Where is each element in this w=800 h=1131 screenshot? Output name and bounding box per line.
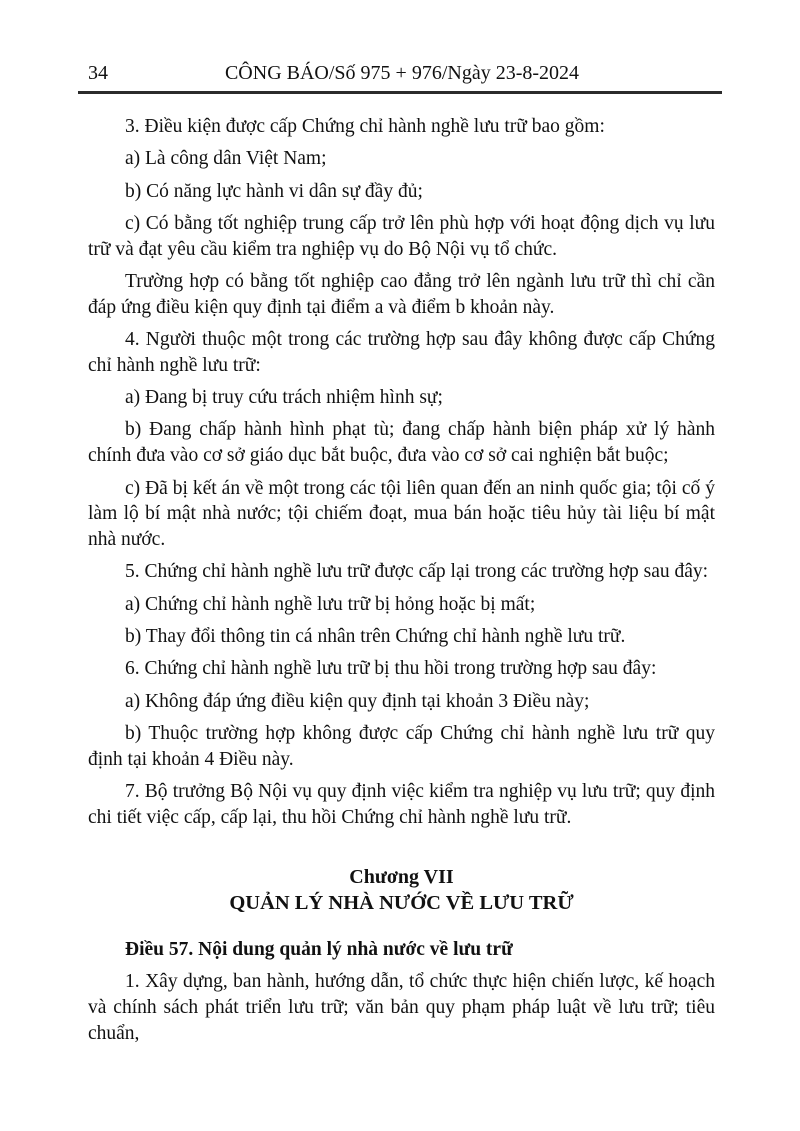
document-body xyxy=(88,105,715,1047)
clause-3: 3. Điều kiện được cấp Chứng chỉ hành nghề lưu trữ bao gồm: xyxy=(125,116,605,137)
header-divider-rule xyxy=(78,91,722,94)
clause-4: 4. Người thuộc một trong các trường hợp sau đây không được cấp Chứng chỉ hành nghề lưu trữ: xyxy=(88,329,715,376)
clause-7: 7. Bộ trưởng Bộ Nội vụ quy định việc kiểm tra nghiệp vụ lưu trữ; quy định chi tiết việc cấp, cấp lại, thu hồi Chứng chỉ hành nghề lưu trữ. xyxy=(88,781,715,828)
clause-5: 5. Chứng chỉ hành nghề lưu trữ được cấp lại trong các trường hợp sau đây: xyxy=(125,561,709,583)
point-3c: c) Có bằng tốt nghiệp trung cấp trở lên phù hợp với hoạt động dịch vụ lưu trữ và đạt yêu cầu kiểm tra nghiệp vụ do Bộ Nội vụ tổ chức. xyxy=(88,212,715,260)
clause-3-note: Trường hợp có bằng tốt nghiệp cao đẳng trở lên ngành lưu trữ thì chỉ cần đáp ứng điều kiện quy định tại điểm a và điểm b khoản này. xyxy=(88,270,715,318)
point-6a: a) Không đáp ứng điều kiện quy định tại khoản 3 Điều này; xyxy=(125,690,590,712)
chapter-heading xyxy=(88,864,715,916)
clause-6: 6. Chứng chỉ hành nghề lưu trữ bị thu hồi trong trường hợp sau đây: xyxy=(125,658,657,680)
chapter-number: Chương VII xyxy=(349,865,454,888)
point-3a: a) Là công dân Việt Nam; xyxy=(125,148,327,170)
header-title: CÔNG BÁO/Số 975 + 976/Ngày 23-8-2024 xyxy=(224,62,580,84)
article-57-clause-1: 1. Xây dựng, ban hành, hướng dẫn, tổ chức thực hiện chiến lược, kế hoạch và chính sách phát triển lưu trữ; văn bản quy phạm pháp luật về lưu trữ; tiêu chuẩn, xyxy=(88,971,715,1044)
article-57-heading: Điều 57. Nội dung quản lý nhà nước về lưu trữ xyxy=(125,938,513,960)
point-4c: c) Đã bị kết án về một trong các tội liên quan đến an ninh quốc gia; tội cố ý làm lộ bí mật nhà nước; tội chiếm đoạt, mua bán hoặc tiêu hủy tài liệu bí mật nhà nước. xyxy=(88,477,715,551)
point-4a: a) Đang bị truy cứu trách nhiệm hình sự; xyxy=(125,387,443,409)
chapter-title: QUẢN LÝ NHÀ NƯỚC VỀ LƯU TRỮ xyxy=(229,891,574,914)
point-4b: b) Đang chấp hành hình phạt tù; đang chấp hành biện pháp xử lý hành chính đưa vào cơ sở giáo dục bắt buộc, đưa vào cơ sở cai nghiện bắt buộc; xyxy=(88,419,715,467)
page-number: 34 xyxy=(88,62,108,84)
page-header xyxy=(88,62,716,88)
point-6b: b) Thuộc trường hợp không được cấp Chứng chỉ hành nghề lưu trữ quy định tại khoản 4 Điều này. xyxy=(88,722,715,770)
point-5b: b) Thay đổi thông tin cá nhân trên Chứng chỉ hành nghề lưu trữ. xyxy=(125,626,626,648)
point-5a: a) Chứng chỉ hành nghề lưu trữ bị hỏng hoặc bị mất; xyxy=(125,593,536,615)
point-3b: b) Có năng lực hành vi dân sự đầy đủ; xyxy=(125,180,423,202)
